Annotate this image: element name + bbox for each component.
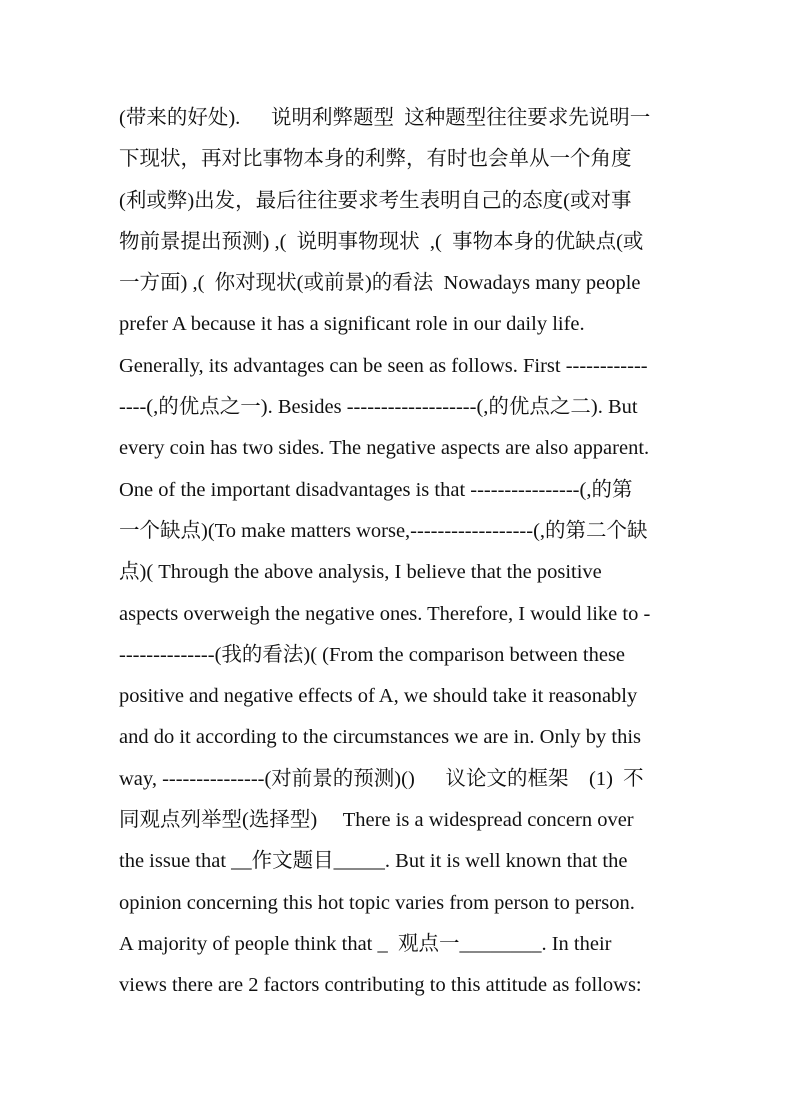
text-line: the issue that __作文题目_____. But it is well known that the (119, 850, 628, 873)
text-line: 一方面) ,( 你对现状(或前景)的看法 Nowadays many people (119, 272, 641, 295)
text-line: every coin has two sides. The negative aspects are also apparent. (119, 437, 650, 460)
text-line: (带来的好处). 说明利弊题型 这种题型往往要求先说明一 (119, 107, 651, 129)
text-line: prefer A because it has a significant role in our daily life. (119, 313, 585, 336)
text-line: Generally, its advantages can be seen as follows. First ------------ (119, 354, 648, 377)
text-line: 物前景提出预测) ,( 说明事物现状 ,( 事物本身的优缺点(或 (119, 230, 644, 253)
text-line: positive and negative effects of A, we should take it reasonably (119, 685, 638, 708)
text-line: 一个缺点)(To make matters worse,------------------(,的第二个缺 (119, 519, 648, 542)
text-line: 点)( Through the above analysis, I believe that the positive (119, 561, 602, 584)
text-line: One of the important disadvantages is that ----------------(,的第 (119, 478, 633, 501)
text-line: 下现状，再对比事物本身的利弊，有时也会单从一个角度 (119, 148, 632, 171)
text-line: --------------(我的看法)( (From the comparison between these (119, 643, 626, 666)
text-line: way, ---------------(对前景的预测)() 议论文的框架 (1) 不 (119, 767, 644, 790)
text-line: opinion concerning this hot topic varies from person to person. (119, 891, 635, 914)
text-line: aspects overweigh the negative ones. Therefore, I would like to - (119, 602, 651, 625)
text-line: A majority of people think that _ 观点一________. In their (119, 932, 612, 955)
text-line: views there are 2 factors contributing to this attitude as follows: (119, 974, 642, 997)
body-text (119, 98, 679, 1007)
text-line: 同观点列举型(选择型) There is a widespread concern over (119, 809, 634, 832)
text-line: ----(,的优点之一). Besides -------------------(,的优点之二). But (119, 396, 638, 419)
text-line: and do it according to the circumstances we are in. Only by this (119, 726, 642, 749)
text-line: (利或弊)出发，最后往往要求考生表明自己的态度(或对事 (119, 189, 632, 212)
